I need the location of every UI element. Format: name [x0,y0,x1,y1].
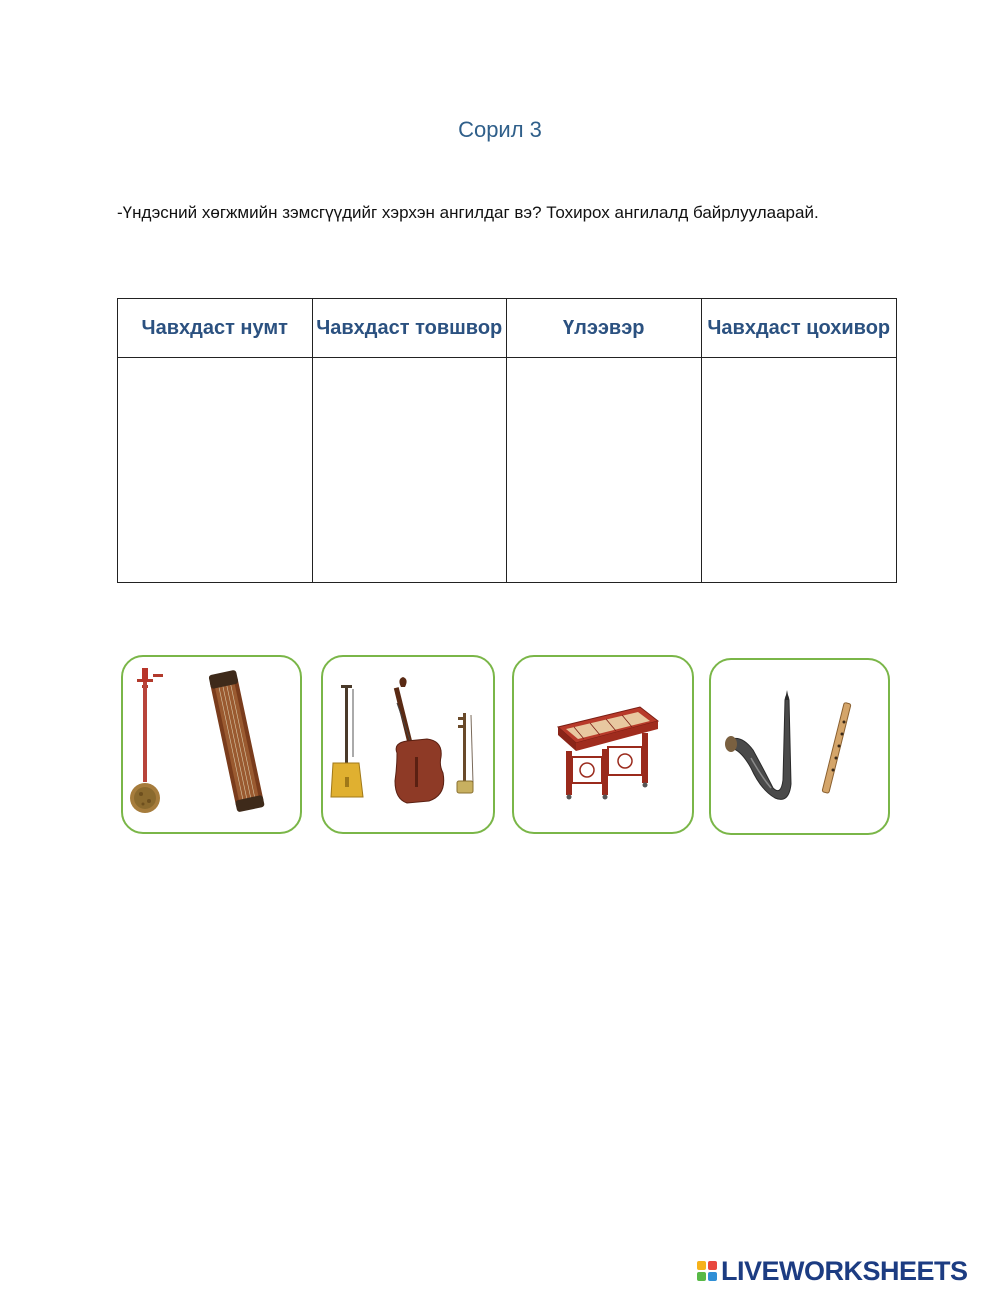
drop-zone-bowed-strings[interactable] [118,358,313,582]
drop-zone-struck-strings[interactable] [702,358,897,582]
yellow-fiddle-icon [331,685,363,797]
drop-zone-wind[interactable] [507,358,702,582]
shanz-icon [130,668,163,813]
header-struck-strings: Чавхдаст цохивор [702,299,897,358]
category-table [117,298,897,583]
small-fiddle-icon [457,713,473,793]
header-bowed-strings: Чавхдаст нумт [118,299,313,358]
instrument-card-2[interactable] [321,655,495,834]
yatga-icon [208,670,264,813]
instrument-card-1[interactable] [121,655,302,834]
logo-mark-icon [697,1261,717,1281]
logo-text: LIVEWORKSHEETS [721,1255,968,1286]
instruction-text: -Үндэсний хөгжмийн зэмсгүүдийг хэрхэн ангилдаг вэ? Тохирох ангилалд байрлуулаарай. [117,203,819,222]
instrument-card-3[interactable] [512,655,694,834]
drop-zone-plucked-strings[interactable] [313,358,508,582]
cello-icon [394,677,444,803]
horn-icon [725,690,791,799]
liveworksheets-logo [697,1256,968,1286]
header-wind: Үлээвэр [507,299,702,358]
instrument-card-4[interactable] [709,658,890,835]
flute-icon [822,702,851,793]
yoochin-icon [558,707,658,800]
header-plucked-strings: Чавхдаст товшвор [313,299,508,358]
page-title: Сорил 3 [458,117,542,142]
